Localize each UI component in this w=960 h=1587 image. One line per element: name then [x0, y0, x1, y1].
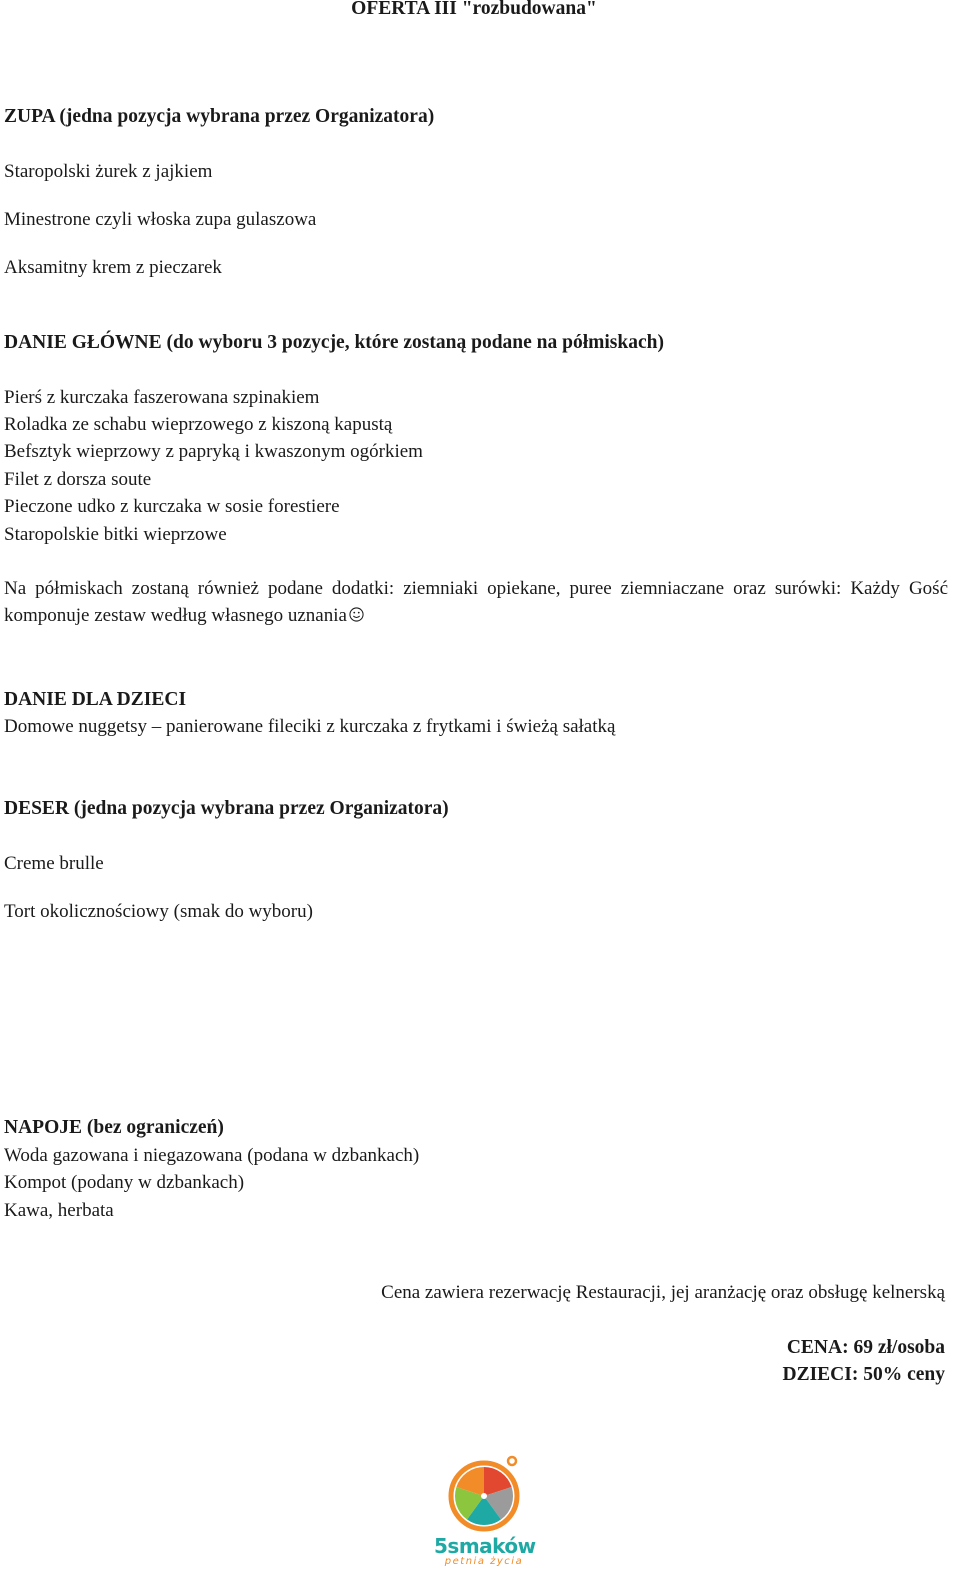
soup-item: Minestrone czyli włoska zupa gulaszowa [4, 209, 317, 230]
drinks-item: Kawa, herbata [4, 1200, 114, 1221]
main-course-item: Pierś z kurczaka faszerowana szpinakiem [4, 387, 320, 408]
price: CENA: 69 zł/osoba [786, 1337, 945, 1358]
smiley-icon [349, 607, 364, 622]
dessert-header: DESER (jedna pozycja wybrana przez Organizatora) [4, 798, 449, 819]
kids-price: DZIECI: 50% ceny [782, 1364, 945, 1385]
brand-tagline: petnia życia [444, 1556, 524, 1567]
dessert-item: Tort okolicznościowy (smak do wyboru) [4, 901, 313, 922]
page-title: OFERTA III "rozbudowana" [351, 0, 597, 19]
main-course-header: DANIE GŁÓWNE (do wyboru 3 pozycje, które zostaną podane na półmiskach) [4, 332, 664, 353]
main-course-item: Roladka ze schabu wieprzowego z kiszoną kapustą [4, 414, 393, 435]
soup-item: Staropolski żurek z jajkiem [4, 161, 213, 182]
side-dishes-note-text: Na półmiskach zostaną również podane dodatki: ziemniaki opiekane, puree ziemniaczane oraz surówki: Każdy Gość komponuje zestaw według własnego uznania [4, 578, 948, 626]
drinks-item: Kompot (podany w dzbankach) [4, 1172, 245, 1193]
kids-item: Domowe nuggetsy – panierowane fileciki z kurczaka z frytkami i świeżą sałatką [4, 716, 616, 737]
main-course-item: Staropolskie bitki wieprzowe [4, 524, 227, 545]
drinks-item: Woda gazowana i niegazowana (podana w dzbankach) [4, 1145, 420, 1166]
soup-item: Aksamitny krem z pieczarek [4, 257, 222, 278]
drinks-header: NAPOJE (bez ograniczeń) [4, 1117, 224, 1138]
kids-header: DANIE DLA DZIECI [4, 689, 187, 710]
dessert-item: Creme brulle [4, 853, 104, 874]
main-course-item: Befsztyk wieprzowy z papryką i kwaszonym ogórkiem [4, 441, 423, 462]
soup-header: ZUPA (jedna pozycja wybrana przez Organizatora) [4, 106, 435, 127]
brand-logo [434, 1452, 534, 1572]
main-course-item: Filet z dorsza soute [4, 469, 152, 490]
price-note: Cena zawiera rezerwację Restauracji, jej aranżację oraz obsługę kelnerską [381, 1282, 945, 1303]
brand-name: 5smaków [434, 1534, 536, 1558]
side-dishes-note [4, 575, 948, 629]
main-course-item: Pieczone udko z kurczaka w sosie forestiere [4, 496, 340, 517]
